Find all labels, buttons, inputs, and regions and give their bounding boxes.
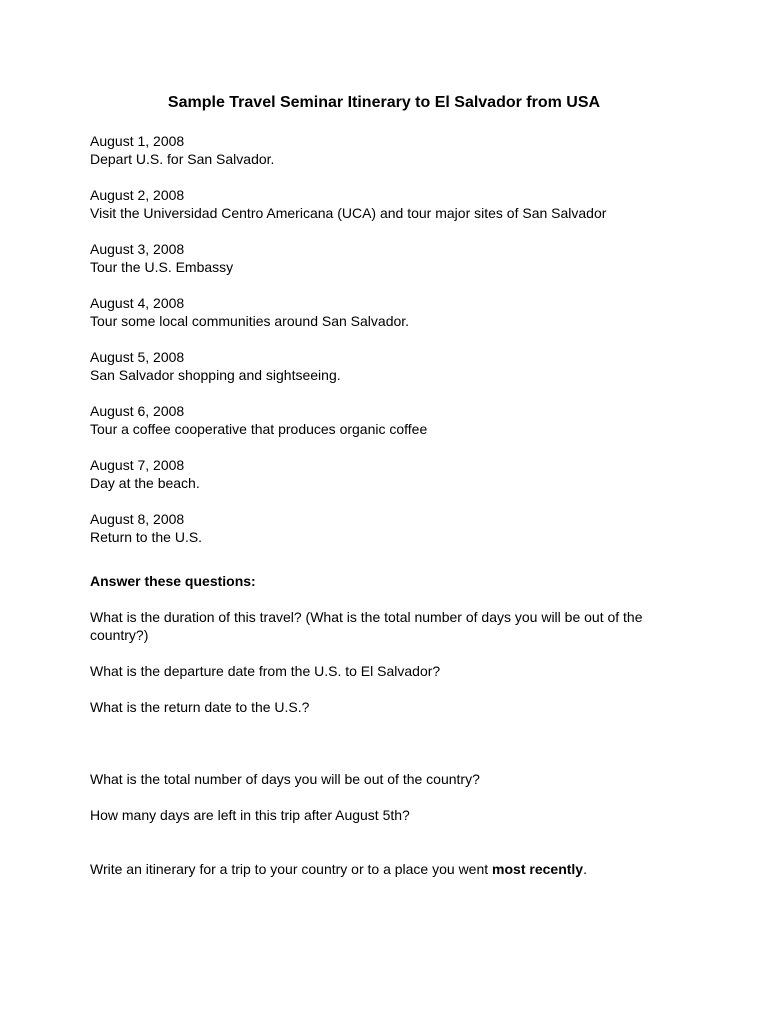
- instruction-prefix: Write an itinerary for a trip to your country or to a place you went: [90, 861, 493, 877]
- itinerary-date: August 4, 2008: [90, 295, 185, 311]
- itinerary-activity: Visit the Universidad Centro Americana (UCA) and tour major sites of San Salvador: [90, 205, 607, 221]
- itinerary-activity: Tour some local communities around San Salvador.: [90, 313, 410, 329]
- itinerary-entry: [90, 294, 678, 330]
- document-title: Sample Travel Seminar Itinerary to El Salvador from USA: [167, 94, 601, 111]
- question: How many days are left in this trip after August 5th?: [90, 807, 410, 823]
- instruction-text: [90, 860, 678, 878]
- itinerary-entry: [90, 456, 678, 492]
- itinerary-activity: Tour a coffee cooperative that produces organic coffee: [90, 421, 428, 437]
- itinerary-date: August 8, 2008: [90, 511, 185, 527]
- itinerary-entry: [90, 402, 678, 438]
- questions-heading: Answer these questions:: [90, 573, 256, 589]
- itinerary-activity: Return to the U.S.: [90, 529, 203, 545]
- itinerary-entry: [90, 348, 678, 384]
- question: What is the duration of this travel? (What is the total number of days you will be out of the country?): [90, 609, 643, 643]
- itinerary-activity: Tour the U.S. Embassy: [90, 259, 234, 275]
- itinerary-entry: [90, 240, 678, 276]
- question: What is the total number of days you will be out of the country?: [90, 771, 480, 787]
- itinerary-date: August 5, 2008: [90, 349, 185, 365]
- itinerary-activity: Day at the beach.: [90, 475, 200, 491]
- itinerary-date: August 7, 2008: [90, 457, 185, 473]
- itinerary-date: August 3, 2008: [90, 241, 185, 257]
- question: What is the departure date from the U.S. to El Salvador?: [90, 663, 441, 679]
- itinerary-list: [90, 132, 678, 546]
- itinerary-entry: [90, 186, 678, 222]
- question: What is the return date to the U.S.?: [90, 699, 310, 715]
- instruction-suffix: .: [583, 861, 587, 877]
- itinerary-activity: San Salvador shopping and sightseeing.: [90, 367, 341, 383]
- itinerary-date: August 6, 2008: [90, 403, 185, 419]
- instruction-emphasis: most recently: [492, 861, 584, 877]
- itinerary-entry: [90, 510, 678, 546]
- itinerary-entry: [90, 132, 678, 168]
- itinerary-date: August 2, 2008: [90, 187, 185, 203]
- itinerary-activity: Depart U.S. for San Salvador.: [90, 151, 275, 167]
- itinerary-date: August 1, 2008: [90, 133, 185, 149]
